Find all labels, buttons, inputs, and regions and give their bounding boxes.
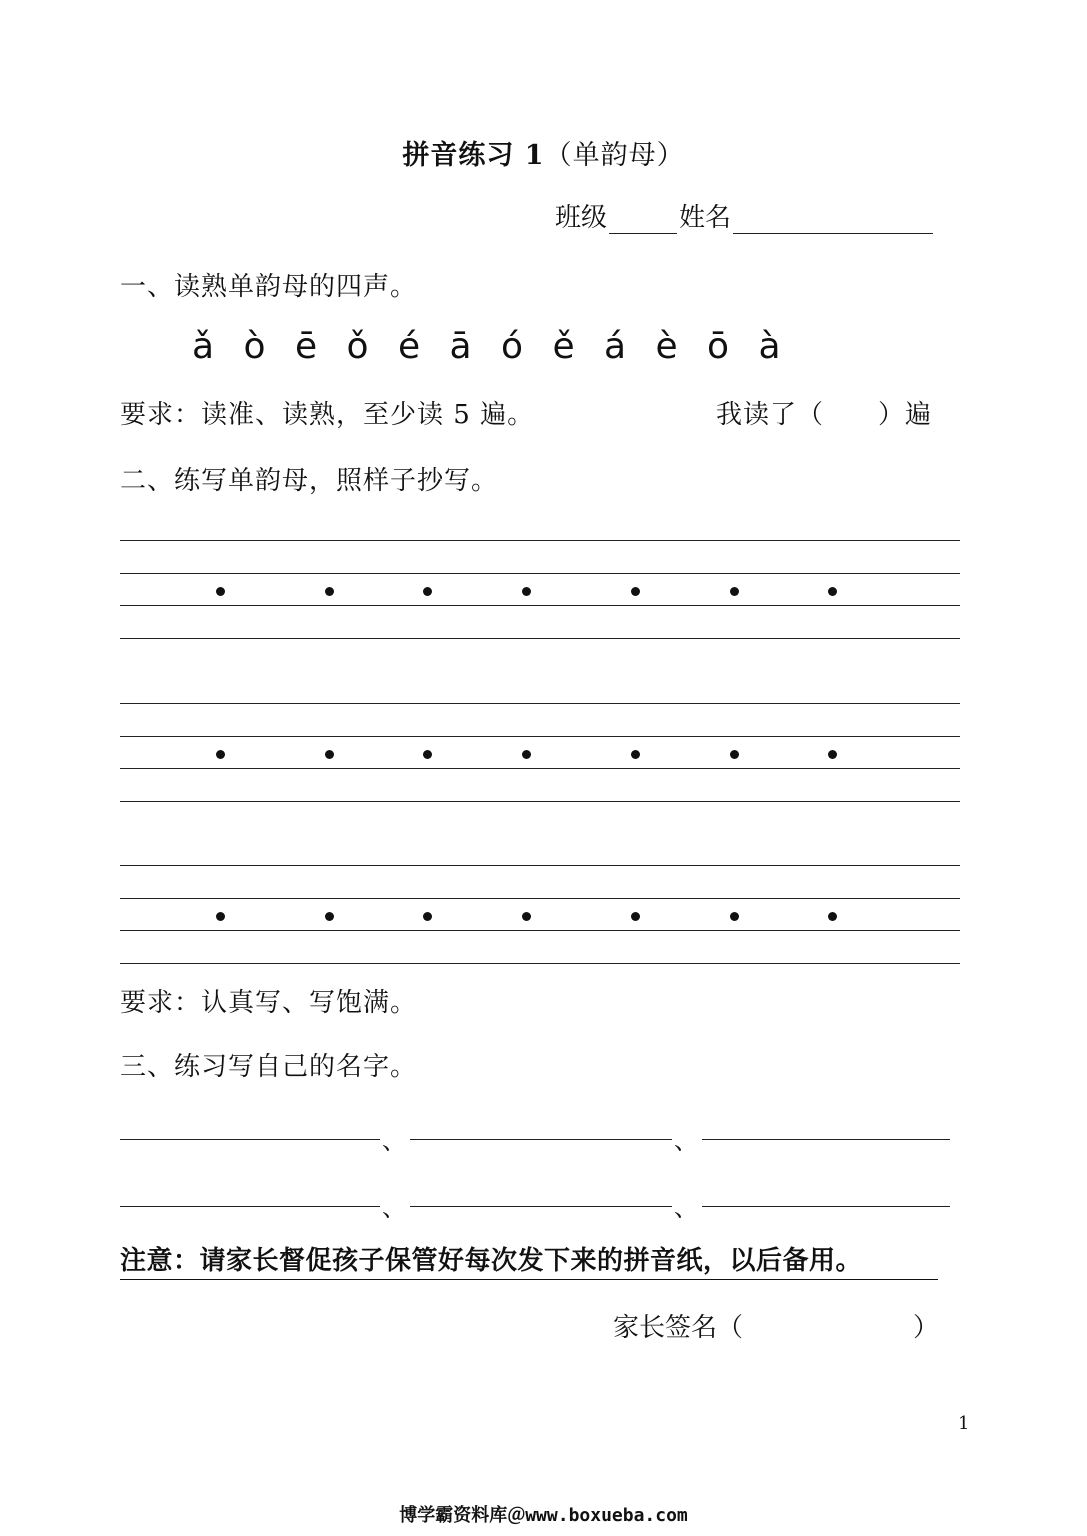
guide-dot [730, 912, 739, 921]
guide-dot [828, 587, 837, 596]
name-write-line[interactable] [702, 1206, 950, 1207]
grid-line [120, 573, 960, 574]
guide-dot [631, 750, 640, 759]
pinyin-item: ē [295, 326, 318, 367]
guide-dot [522, 750, 531, 759]
pinyin-item: ǎ [192, 326, 215, 367]
pinyin-item: ó [501, 326, 524, 367]
grid-line [120, 930, 960, 931]
grid-line [120, 703, 960, 704]
grid-line [120, 540, 960, 541]
guide-dot [423, 750, 432, 759]
guide-dot [325, 587, 334, 596]
section2-heading: 二、练写单韵母，照样子抄写。 [120, 466, 499, 496]
read-count-prefix: 我读了（ [716, 400, 825, 430]
pinyin-item: á [604, 326, 627, 367]
pinyin-item: ǒ [346, 326, 369, 367]
grid-line [120, 605, 960, 606]
grid-line [120, 801, 960, 802]
writing-grid-3[interactable] [120, 865, 960, 963]
name-write-line[interactable] [410, 1139, 672, 1140]
guide-dot [216, 587, 225, 596]
parent-notice: 注意：请家长督促孩子保管好每次发下来的拼音纸，以后备用。 [120, 1240, 938, 1280]
pinyin-item: ā [449, 326, 472, 367]
guide-dot [631, 587, 640, 596]
name-blank[interactable] [733, 205, 933, 234]
grid-line [120, 638, 960, 639]
name-write-line[interactable] [120, 1206, 380, 1207]
writing-grid-2[interactable] [120, 703, 960, 801]
guide-dot [325, 912, 334, 921]
pinyin-item: ò [243, 326, 266, 367]
read-count-suffix: ）遍 [878, 400, 933, 430]
guide-dot [522, 912, 531, 921]
page-number: 1 [958, 1413, 970, 1434]
name-write-line[interactable] [410, 1206, 672, 1207]
guide-dot [522, 587, 531, 596]
read-count [716, 394, 932, 431]
class-label: 班级 [555, 203, 608, 233]
separator: 、 [382, 1194, 406, 1222]
separator: 、 [382, 1127, 406, 1155]
guide-dot [216, 750, 225, 759]
pinyin-item: ě [552, 326, 575, 367]
grid-line [120, 963, 960, 964]
grid-line [120, 898, 960, 899]
name-write-line[interactable] [702, 1139, 950, 1140]
guide-dot [828, 750, 837, 759]
guide-dot [631, 912, 640, 921]
parent-signature [613, 1307, 939, 1344]
grid-line [120, 865, 960, 866]
guide-dot [325, 750, 334, 759]
section2-requirement: 要求：认真写、写饱满。 [120, 988, 418, 1018]
title-subtitle: （单韵母） [544, 140, 685, 171]
pinyin-row [192, 326, 810, 367]
guide-dot [216, 912, 225, 921]
grid-line [120, 768, 960, 769]
section3-heading: 三、练习写自己的名字。 [120, 1052, 418, 1082]
separator: 、 [674, 1127, 698, 1155]
guide-dot [828, 912, 837, 921]
class-blank[interactable] [609, 205, 677, 234]
writing-grid-1[interactable] [120, 540, 960, 638]
guide-dot [730, 587, 739, 596]
guide-dot [730, 750, 739, 759]
pinyin-item: é [398, 326, 421, 367]
section1-requirement: 要求：读准、读熟，至少读 5 遍。 [120, 400, 535, 430]
guide-dot [423, 587, 432, 596]
separator: 、 [674, 1194, 698, 1222]
section1-heading: 一、读熟单韵母的四声。 [120, 272, 418, 302]
pinyin-item: ō [707, 326, 730, 367]
class-name-line [555, 197, 935, 234]
signature-open: 家长签名（ [613, 1313, 744, 1343]
signature-close: ） [913, 1313, 940, 1343]
footer-watermark: 博学霸资料库＠www.boxueba.com [399, 1505, 688, 1526]
page-title [0, 133, 1087, 172]
grid-line [120, 736, 960, 737]
pinyin-item: è [655, 326, 678, 367]
name-label: 姓名 [679, 203, 732, 233]
title-main: 拼音练习 1 [402, 140, 545, 171]
pinyin-item: à [758, 326, 781, 367]
guide-dot [423, 912, 432, 921]
name-write-line[interactable] [120, 1139, 380, 1140]
